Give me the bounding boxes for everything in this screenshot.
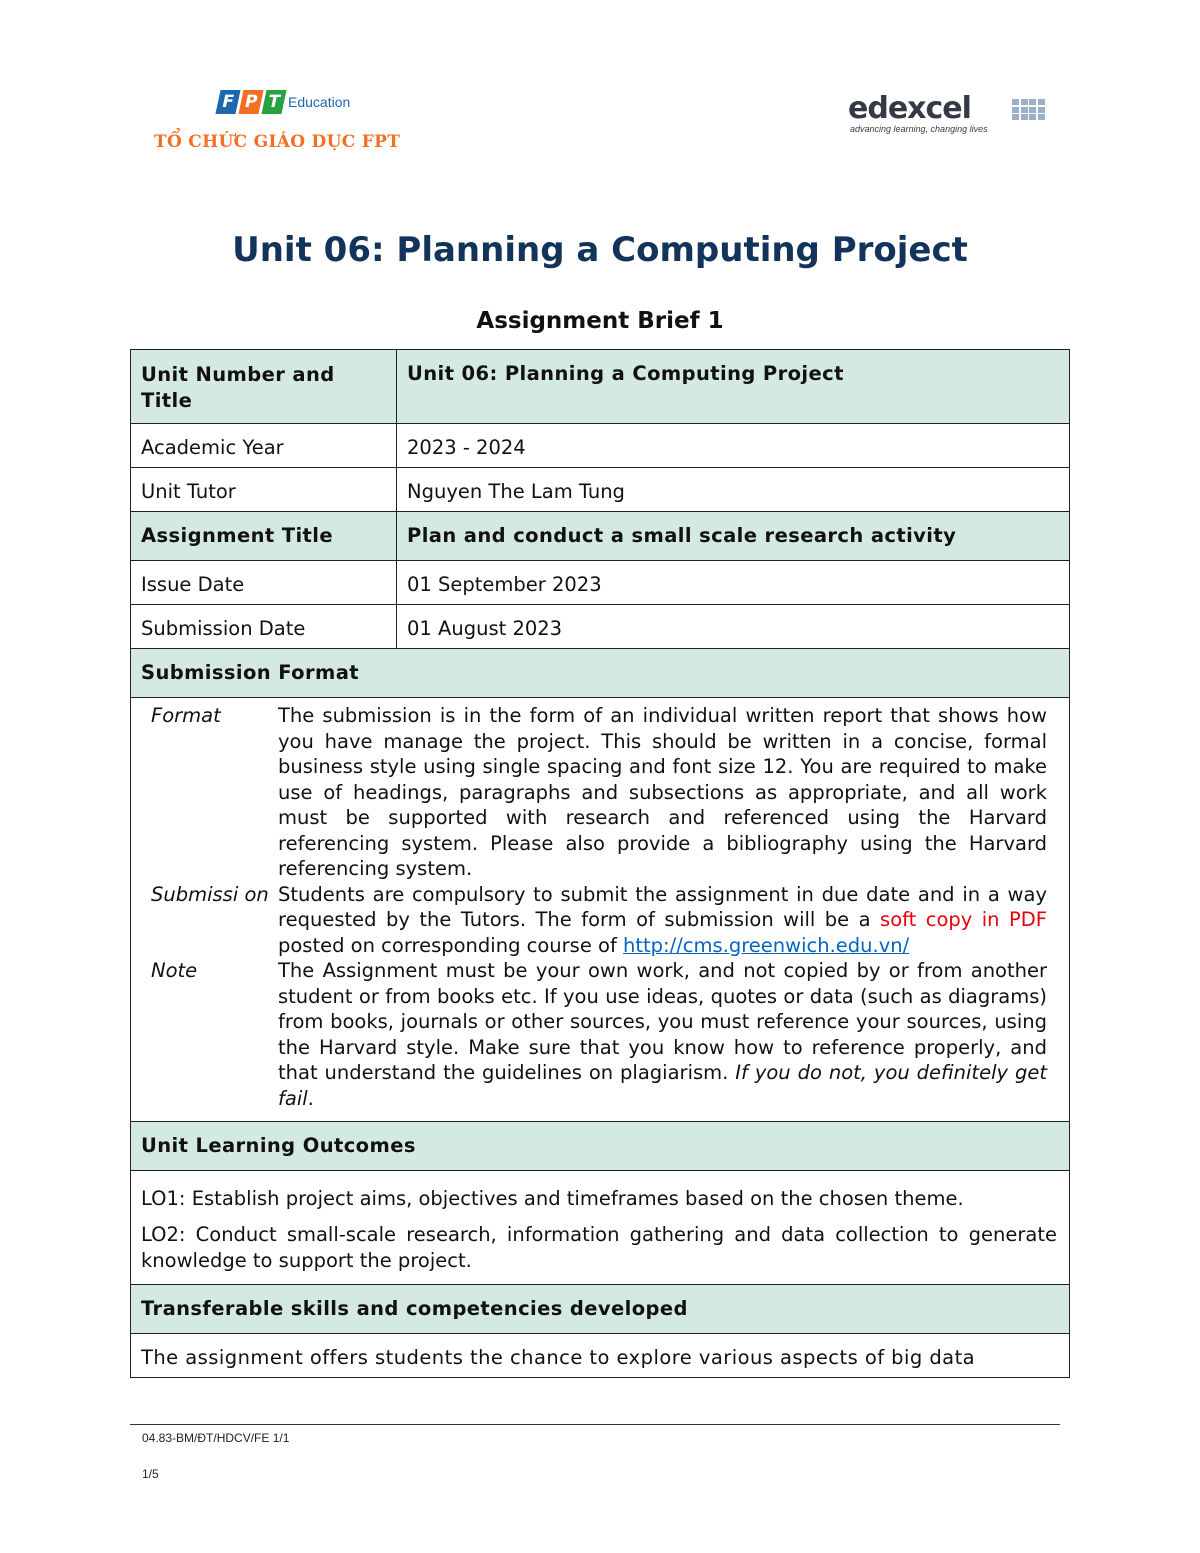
fpt-letter-p: P <box>238 90 263 114</box>
learning-outcome-1: LO1: Establish project aims, objectives and timeframes based on the chosen theme. <box>141 1187 964 1210</box>
fpt-education-logo <box>150 86 420 156</box>
cms-link[interactable]: http://cms.greenwich.edu.vn/ <box>623 933 910 957</box>
submission-format-heading: Submission Format <box>131 649 1070 698</box>
soft-copy-pdf-text: soft copy in PDF <box>880 908 1047 931</box>
footer-form-code: 04.83-BM/ĐT/HDCV/FE 1/1 <box>142 1431 290 1445</box>
learning-outcomes-heading: Unit Learning Outcomes <box>131 1122 1070 1171</box>
row-academic-year <box>131 424 1070 468</box>
row-issue-date <box>131 561 1070 605</box>
edexcel-wordmark: edexcel <box>848 91 971 126</box>
row-assignment-title <box>131 512 1070 561</box>
submission-format-body <box>131 698 1070 1122</box>
label-unit-tutor: Unit Tutor <box>131 468 397 512</box>
row-transferable-heading <box>131 1285 1070 1334</box>
row-transferable-body <box>131 1334 1070 1378</box>
row-unit-number <box>131 350 1070 424</box>
edexcel-grid-icon <box>1012 99 1045 120</box>
value-unit-tutor: Nguyen The Lam Tung <box>397 468 1070 512</box>
row-learning-outcomes-body <box>131 1171 1070 1285</box>
format-label: Format <box>151 704 221 727</box>
note-label: Note <box>151 959 198 982</box>
submission-text: Students are compulsory to submit the assignment in due date and in a way requested by the Tutors. The form of submission will be a soft copy in PDF posted on corresponding course of http://cms.greenwich.edu.vn/ <box>278 882 1047 957</box>
row-learning-outcomes-heading <box>131 1122 1070 1171</box>
row-submission-date <box>131 605 1070 649</box>
note-italic-warning: If you do not, you definitely get fail <box>278 1061 1047 1110</box>
value-submission-date: 01 August 2023 <box>397 605 1070 649</box>
label-unit-number: Unit Number and Title <box>131 350 397 424</box>
footer-page-number: 1/5 <box>142 1467 159 1481</box>
fpt-education-text: Education <box>288 94 351 110</box>
row-unit-tutor <box>131 468 1070 512</box>
assignment-brief-title: Assignment Brief 1 <box>476 308 724 334</box>
transferable-skills-text: The assignment offers students the chance to explore various aspects of big data <box>131 1334 1070 1378</box>
edexcel-tagline: advancing learning, changing lives <box>850 124 988 134</box>
fpt-letter-blocks <box>215 90 286 114</box>
note-text: The Assignment must be your own work, and not copied by or from another student or from books etc. If you use ideas, quotes or data (such as diagrams) from books, journals or other sources, you must reference your sources, using the Harvard style. Make sure that you know how to reference properly, and that understand the guidelines on plagiarism. If you do not, you definitely get fail. <box>278 959 1047 1110</box>
document-title: Unit 06: Planning a Computing Project <box>232 230 968 270</box>
assignment-brief-table <box>130 349 1070 1378</box>
learning-outcome-2: LO2: Conduct small-scale research, information gathering and data collection to generate knowledge to support the project. <box>141 1223 1057 1272</box>
transferable-skills-heading: Transferable skills and competencies developed <box>131 1285 1070 1334</box>
label-assignment-title: Assignment Title <box>131 512 397 561</box>
label-submission-date: Submission Date <box>131 605 397 649</box>
submission-label: Submissi on <box>151 882 269 906</box>
label-academic-year: Academic Year <box>131 424 397 468</box>
learning-outcomes-body <box>131 1171 1070 1285</box>
edexcel-logo <box>848 91 1058 140</box>
row-submission-format-heading <box>131 649 1070 698</box>
fpt-letter-t: T <box>261 90 286 114</box>
label-issue-date: Issue Date <box>131 561 397 605</box>
value-assignment-title: Plan and conduct a small scale research activity <box>397 512 1070 561</box>
fpt-letter-f: F <box>215 90 240 114</box>
value-unit-number: Unit 06: Planning a Computing Project <box>397 350 1070 424</box>
value-academic-year: 2023 - 2024 <box>397 424 1070 468</box>
row-submission-format-body <box>131 698 1070 1122</box>
value-issue-date: 01 September 2023 <box>397 561 1070 605</box>
format-text: The submission is in the form of an individual written report that shows how you have manage the project. This should be written in a concise, formal business style using single spacing and font size 12. You are required to make use of headings, paragraphs and subsections as appropriate, and all work must be supported with research and referenced using the Harvard referencing system. Please also provide a bibliography using the Harvard referencing system. <box>278 704 1047 880</box>
fpt-org-name: TỔ CHỨC GIÁO DỤC FPT <box>154 132 401 152</box>
footer-divider <box>130 1424 1060 1425</box>
